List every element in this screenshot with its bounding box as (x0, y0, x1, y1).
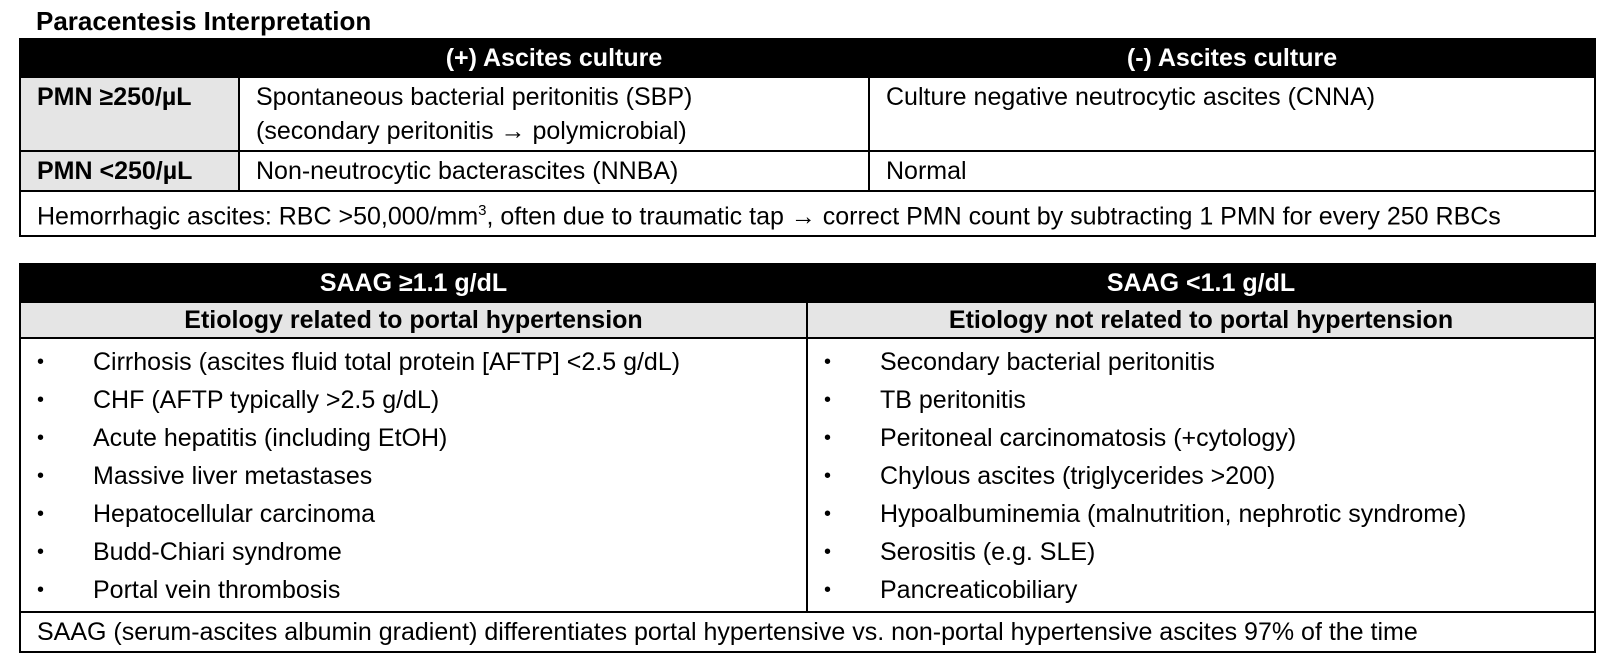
list-item (21, 571, 806, 609)
saag-table (19, 263, 1596, 653)
list-item-text: TB peritonitis (880, 386, 1026, 414)
cell-normal: Normal (869, 151, 1595, 191)
bullet-icon: • (37, 541, 45, 563)
list-item-text: Hepatocellular carcinoma (93, 500, 376, 528)
bullet-icon: • (824, 503, 832, 525)
ascites-culture-table (19, 38, 1596, 237)
positive-culture-header: (+) Ascites culture (239, 39, 869, 77)
saag-lists-row (20, 338, 1595, 612)
row-label-pmn-low: PMN <250/µL (20, 151, 239, 191)
cell-nnba: Non-neutrocytic bacterascites (NNBA) (239, 151, 869, 191)
bullet-icon: • (824, 465, 832, 487)
list-item-text: Serositis (e.g. SLE) (880, 538, 1096, 566)
list-item (21, 343, 806, 381)
note-text-continued: , often due to traumatic tap → correct PMN count by subtracting 1 PMN for every 250 RBCs (486, 202, 1501, 231)
bullet-icon: • (37, 579, 45, 601)
saag-subheader-row (20, 302, 1595, 338)
list-item (808, 495, 1594, 533)
list-item (808, 381, 1594, 419)
row-label-pmn-high: PMN ≥250/µL (20, 77, 239, 151)
portal-htn-list (21, 343, 806, 609)
non-portal-htn-subheader: Etiology not related to portal hypertension (807, 302, 1595, 338)
cell-sbp (239, 77, 869, 151)
non-portal-htn-list (808, 343, 1594, 609)
note-superscript: 3 (478, 202, 487, 219)
list-item-text: Massive liver metastases (93, 462, 373, 490)
bullet-icon: • (824, 579, 832, 601)
bullet-icon: • (37, 389, 45, 411)
list-item-text: Portal vein thrombosis (93, 576, 341, 604)
table-row (20, 151, 1595, 191)
non-portal-htn-cell (807, 338, 1595, 612)
note-text: Hemorrhagic ascites: RBC >50,000/mm (37, 202, 479, 231)
portal-htn-cell (20, 338, 807, 612)
bullet-icon: • (824, 351, 832, 373)
table-row (20, 77, 1595, 151)
list-item-text: Pancreaticobiliary (880, 576, 1078, 604)
bullet-icon: • (824, 427, 832, 449)
cell-cnna: Culture negative neutrocytic ascites (CNNA) (869, 77, 1595, 151)
saag-high-header: SAAG ≥1.1 g/dL (20, 264, 807, 302)
list-item-text: Peritoneal carcinomatosis (+cytology) (880, 424, 1297, 452)
list-item (21, 495, 806, 533)
list-item (21, 419, 806, 457)
list-item-text: Secondary bacterial peritonitis (880, 348, 1215, 376)
saag-header-row (20, 264, 1595, 302)
negative-culture-header: (-) Ascites culture (869, 39, 1595, 77)
list-item-text: Acute hepatitis (including EtOH) (93, 424, 448, 452)
note-row (20, 191, 1595, 236)
bullet-icon: • (824, 389, 832, 411)
list-item (808, 419, 1594, 457)
cell-line: Spontaneous bacterial peritonitis (SBP) (256, 83, 693, 111)
bullet-icon: • (37, 503, 45, 525)
list-item-text: Hypoalbuminemia (malnutrition, nephrotic syndrome) (880, 500, 1467, 528)
portal-htn-subheader: Etiology related to portal hypertension (20, 302, 807, 338)
page-title: Paracentesis Interpretation (36, 6, 372, 36)
corner-header (20, 39, 239, 77)
saag-note: SAAG (serum-ascites albumin gradient) differentiates portal hypertensive vs. non-portal hypertensive ascites 97% of the time (20, 612, 1595, 652)
list-item-text: Cirrhosis (ascites fluid total protein [AFTP] <2.5 g/dL) (93, 348, 681, 376)
hemorrhagic-note (20, 191, 1595, 236)
culture-header-row (20, 39, 1595, 77)
bullet-icon: • (37, 351, 45, 373)
list-item (808, 343, 1594, 381)
saag-low-header: SAAG <1.1 g/dL (807, 264, 1595, 302)
bullet-icon: • (37, 427, 45, 449)
list-item (808, 571, 1594, 609)
cell-line: (secondary peritonitis → polymicrobial) (256, 117, 687, 145)
list-item-text: Chylous ascites (triglycerides >200) (880, 462, 1276, 490)
list-item (21, 533, 806, 571)
saag-note-row (20, 612, 1595, 652)
bullet-icon: • (37, 465, 45, 487)
list-item (808, 457, 1594, 495)
list-item (21, 457, 806, 495)
list-item-text: CHF (AFTP typically >2.5 g/dL) (93, 386, 440, 414)
list-item-text: Budd-Chiari syndrome (93, 538, 342, 566)
list-item (808, 533, 1594, 571)
list-item (21, 381, 806, 419)
bullet-icon: • (824, 541, 832, 563)
